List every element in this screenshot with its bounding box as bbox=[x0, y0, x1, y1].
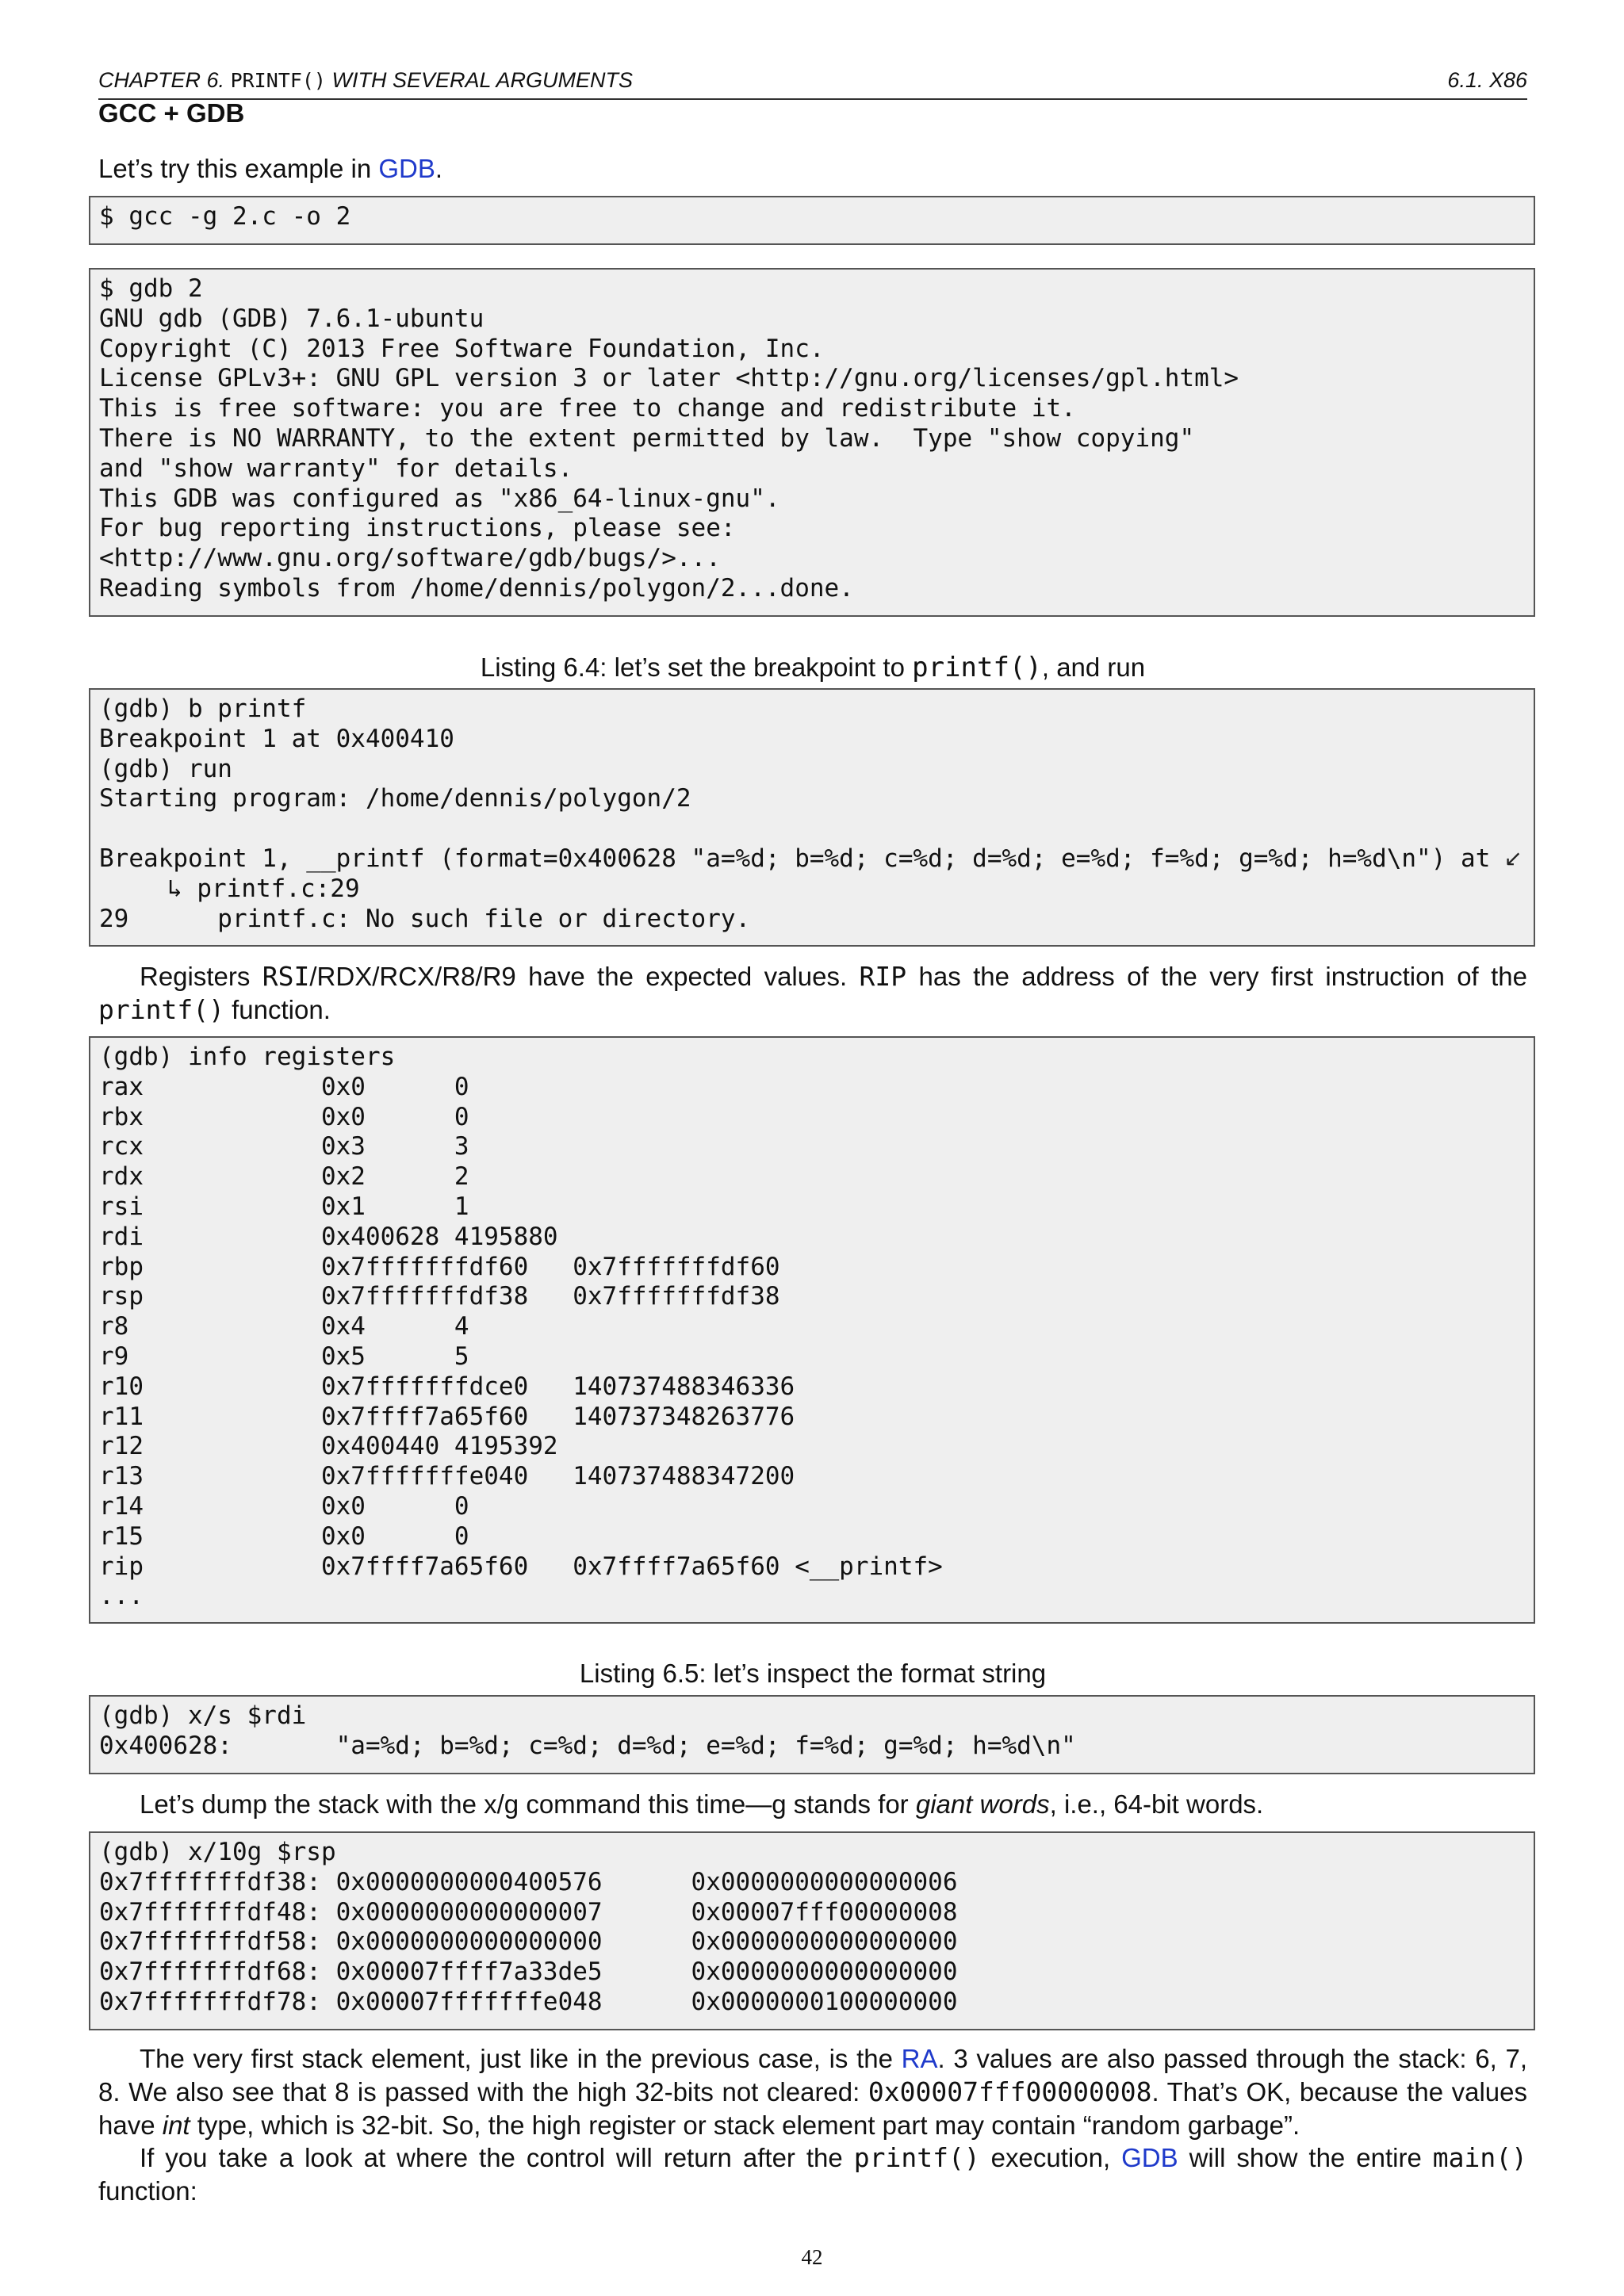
code-block-continuation: ↳ printf.c:29 bbox=[167, 874, 360, 903]
stack-listing bbox=[89, 1831, 1535, 2030]
format-string-listing bbox=[89, 1695, 1535, 1774]
gdb-link[interactable]: GDB bbox=[378, 154, 435, 183]
code-block: $ gcc -g 2.c -o 2 bbox=[99, 202, 351, 231]
registers-listing bbox=[89, 1036, 1535, 1624]
dump-paragraph: Let’s dump the stack with the x/g command this time—g stands for giant words, i.e., 64-bit words. bbox=[140, 1789, 1264, 1819]
gdb-link[interactable]: GDB bbox=[1121, 2143, 1178, 2172]
code-block: (gdb) x/10g $rsp 0x7fffffffdf38: 0x0000000000400576 0x0000000000000006 0x7fffffffdf48: 0x0000000000000007 0x00007fff00000008 0x7fffffffdf58: 0x0000000000000000 0x0000000000000000 0x7fffffffdf68: 0x00007ffff7a33de5 0x0000000000000000 0x7fffffffdf78: 0x00007fffffffe048 0x0000000100000000 bbox=[99, 1838, 958, 2016]
section-header: 6.1. X86 bbox=[1447, 68, 1527, 92]
ra-link[interactable]: RA bbox=[901, 2044, 938, 2073]
running-header bbox=[98, 68, 1527, 100]
compile-listing bbox=[89, 196, 1535, 245]
section-title: GCC + GDB bbox=[98, 98, 245, 128]
registers-paragraph: Registers RSI/RDX/RCX/R8/R9 have the expected values. RIP has the address of the very first instruction of the printf() function. bbox=[98, 961, 1527, 1025]
gdb-startup-listing bbox=[89, 268, 1535, 617]
breakpoint-listing bbox=[89, 688, 1535, 947]
code-block: (gdb) x/s $rdi 0x400628: "a=%d; b=%d; c=%d; d=%d; e=%d; f=%d; g=%d; h=%d\n" bbox=[99, 1701, 1076, 1760]
first-element-paragraph: The very first stack element, just like in the previous case, is the RA. 3 values are also passed through the stack: 6, 7, 8. We also see that 8 is passed with the high 32-bits not cleared: 0x00007fff00000008. That’s OK, because the values have int type, which is 32-bit. So, the high register or stack element part may contain “random garbage”. bbox=[98, 2044, 1527, 2140]
chapter-header: CHAPTER 6. PRINTF() WITH SEVERAL ARGUMENTS bbox=[98, 68, 634, 92]
chapter-header-mono: PRINTF() bbox=[230, 69, 326, 92]
listing-6-4-caption: Listing 6.4: let’s set the breakpoint to printf(), and run bbox=[480, 652, 1146, 683]
code-block: (gdb) info registers rax 0x0 0 rbx 0x0 0 rcx 0x3 3 rdx 0x2 2 rsi 0x1 1 rdi 0x400628 4195880 rbp 0x7fffffffdf60 0x7fffffffdf60 rsp 0x7fffffffdf38 0x7fffffffdf38 r8 0x4 4 r9 0x5 5 r10 0x7fffffffdce0 140737488346336 r11 0x7ffff7a65f60 140737348263776 r12 0x400440 4195392 r13 0x7fffffffe040 140737488347200 r14 0x0 0 r15 0x0 0 rip 0x7ffff7a65f60 0x7ffff7a65f60 <__printf> ... bbox=[99, 1043, 943, 1611]
code-block: (gdb) b printf Breakpoint 1 at 0x400410 (gdb) run Starting program: /home/dennis/polygon/2 Breakpoint 1, __printf (format=0x400628 "a=%d; b=%d; c=%d; d=%d; e=%d; f=%d; g=%d; h=%d\n") at bbox=[99, 695, 1491, 873]
code-block: $ gdb 2 GNU gdb (GDB) 7.6.1-ubuntu Copyright (C) 2013 Free Software Foundation, Inc. License GPLv3+: GNU GPL version 3 or later <http://gnu.org/licenses/gpl.html> This is free software: you are free to change and redistribute it. There is NO WARRANTY, to the extent permitted by law. Type "show copying" and "show warranty" for details. This GDB was configured as "x86_64-linux-gnu". For bug reporting instructions, please see: <http://www.gnu.org/software/gdb/bugs/>... Reading symbols from /home/dennis/polygon/2...done. bbox=[99, 274, 1239, 603]
listing-6-5-caption: Listing 6.5: let’s inspect the format string bbox=[579, 1659, 1047, 1688]
return-paragraph: If you take a look at where the control will return after the printf() execution, GDB will show the entire main() function: bbox=[98, 2142, 1527, 2206]
intro-paragraph: Let’s try this example in GDB. bbox=[98, 154, 443, 183]
line-wrap-icon: ↙ bbox=[1503, 846, 1522, 871]
code-block: 29 printf.c: No such file or directory. bbox=[99, 904, 751, 933]
page-number: 42 bbox=[801, 2245, 823, 2269]
